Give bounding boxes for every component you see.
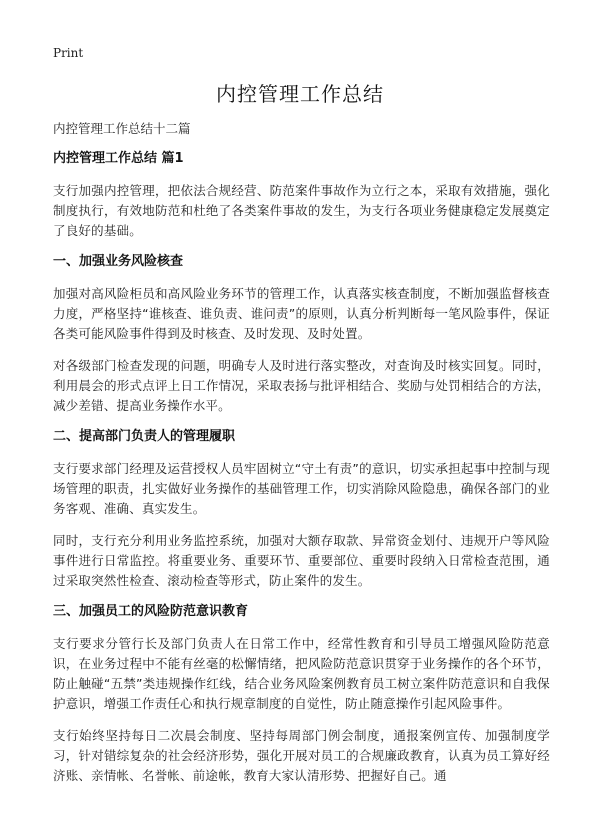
section-heading-3: 三、加强员工的风险防范意识教育	[53, 604, 249, 619]
section-3-paragraph-2: 支行始终坚持每日二次晨会制度、坚持每周部门例会制度，通报案例宣传、加强制度学习，针对错综复杂的社会经济形势，强化开展对员工的合规廉政教育，认真为员工算好经济账、亲情帐、名誉帐、前途帐，教育大家认清形势、把握好自己。通	[53, 728, 550, 783]
intro-paragraph: 支行加强内控管理，把依法合规经营、防范案件事故作为立行之本，采取有效措施，强化制度执行，有效地防范和杜绝了各类案件事故的发生，为支行各项业务健康稳定发展奠定了良好的基础。	[53, 183, 550, 238]
section-1-paragraph-2: 对各级部门检查发现的问题，明确专人及时进行落实整改，对查询及时核实回复。同时，利用晨会的形式点评上日工作情况，采取表扬与批评相结合、奖励与处罚相结合的方法，减少差错、提高业务操作水平。	[53, 358, 550, 413]
section-heading-1: 一、加强业务风险核查	[53, 254, 184, 269]
document-title: 内控管理工作总结	[216, 82, 384, 106]
article-heading: 内控管理工作总结 篇1	[53, 151, 184, 166]
section-2-paragraph-2: 同时，支行充分利用业务监控系统，加强对大额存取款、异常资金划付、违规开户等风险事件进行日常监控。将重要业务、重要环节、重要部位、重要时段纳入日常检查范围，通过采取突然性检查、滚动检查等形式，防止案件的发生。	[53, 533, 550, 588]
section-heading-2: 二、提高部门负责人的管理履职	[53, 429, 236, 444]
section-1-paragraph-1: 加强对高风险柜员和高风险业务环节的管理工作，认真落实核查制度，不断加强监督核查力度，严格坚持“谁核查、谁负责、谁问责”的原则，认真分析判断每一笔风险事件，保证各类可能风险事件得到及时核查、及时发现、及时处置。	[53, 286, 550, 341]
section-2-paragraph-1: 支行要求部门经理及运营授权人员牢固树立“守土有责”的意识，切实承担起事中控制与现场管理的职责，扎实做好业务操作的基础管理工作，切实消除风险隐患，确保各部门的业务客观、准确、真实发生。	[53, 461, 550, 516]
document-subtitle: 内控管理工作总结十二篇	[53, 121, 191, 136]
section-3-paragraph-1: 支行要求分管行长及部门负责人在日常工作中，经常性教育和引导员工增强风险防范意识，在业务过程中不能有丝毫的松懈情绪，把风险防范意识贯穿于业务操作的各个环节，防止触碰“五禁”类违规操作红线，结合业务风险案例教育员工树立案件防范意识和自我保护意识，增强工作责任心和执行规章制度的自觉性，防止随意操作引起风险事件。	[53, 636, 550, 711]
document-body	[53, 150, 550, 798]
print-label: Print	[53, 46, 84, 60]
